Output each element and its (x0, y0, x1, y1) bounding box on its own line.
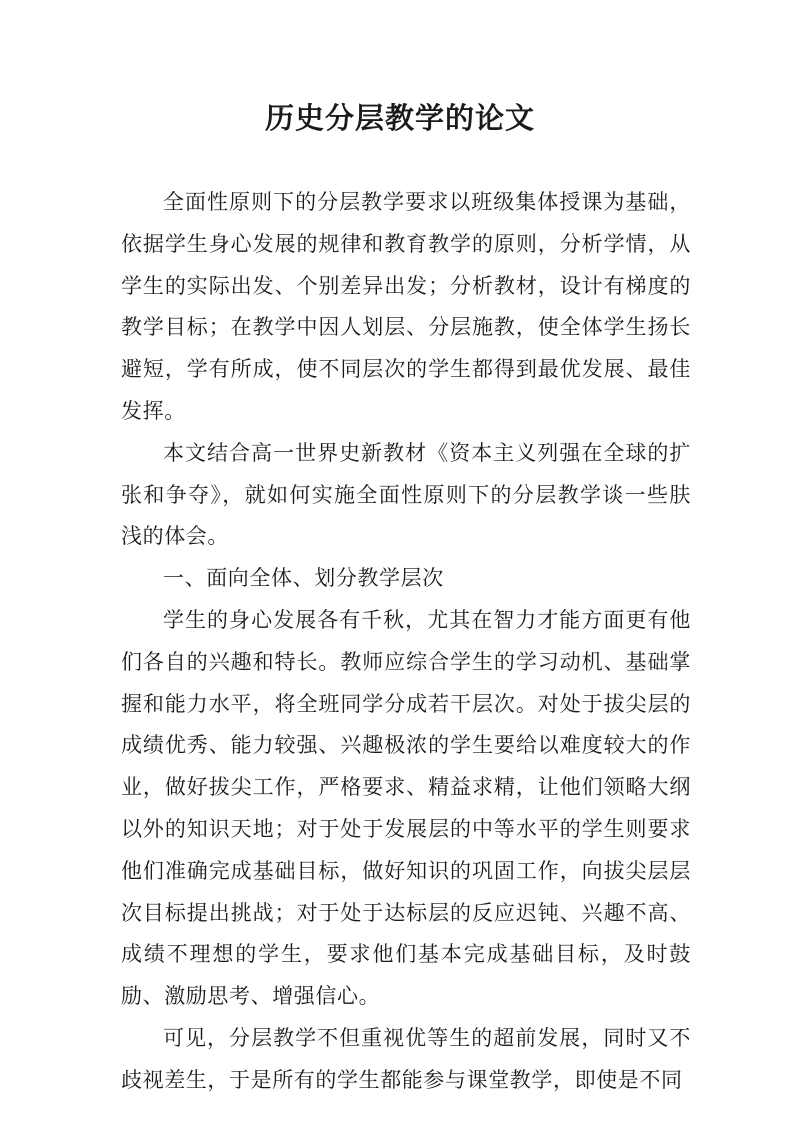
document-body (121, 182, 691, 1102)
paragraph-principle: 全面性原则下的分层教学要求以班级集体授课为基础，依据学生身心发展的规律和教育教学的原则，分析学情，从学生的实际出发、个别差异出发；分析教材，设计有梯度的教学目标；在教学中因人划层、分层施教，使全体学生扬长避短，学有所成，使不同层次的学生都得到最优发展、最佳发挥。 (121, 190, 691, 423)
paragraph-layering: 学生的身心发展各有千秋，尤其在智力才能方面更有他们各自的兴趣和特长。教师应综合学生的学习动机、基础掌握和能力水平，将全班同学分成若干层次。对处于拔尖层的成绩优秀、能力较强、兴趣极浓的学生要给以难度较大的作业，做好拔尖工作，严格要求、精益求精，让他们领略大纲以外的知识天地；对于处于发展层的中等水平的学生则要求他们准确完成基础目标，做好知识的巩固工作，向拔尖层层次目标提出挑战；对于处于达标层的反应迟钝、兴趣不高、成绩不理想的学生，要求他们基本完成基础目标，及时鼓励、激励思考、增强信心。 (121, 607, 691, 1009)
paragraph-intro: 本文结合高一世界史新教材《资本主义列强在全球的扩张和争夺》，就如何实施全面性原则下的分层教学谈一些肤浅的体会。 (121, 440, 691, 549)
paragraph-conclusion: 可见，分层教学不但重视优等生的超前发展，同时又不歧视差生，于是所有的学生都能参与课堂教学，即使是不同 (121, 1025, 691, 1092)
document-title: 历史分层教学的论文 (264, 101, 535, 135)
section-heading: 一、面向全体、划分教学层次 (163, 566, 444, 591)
